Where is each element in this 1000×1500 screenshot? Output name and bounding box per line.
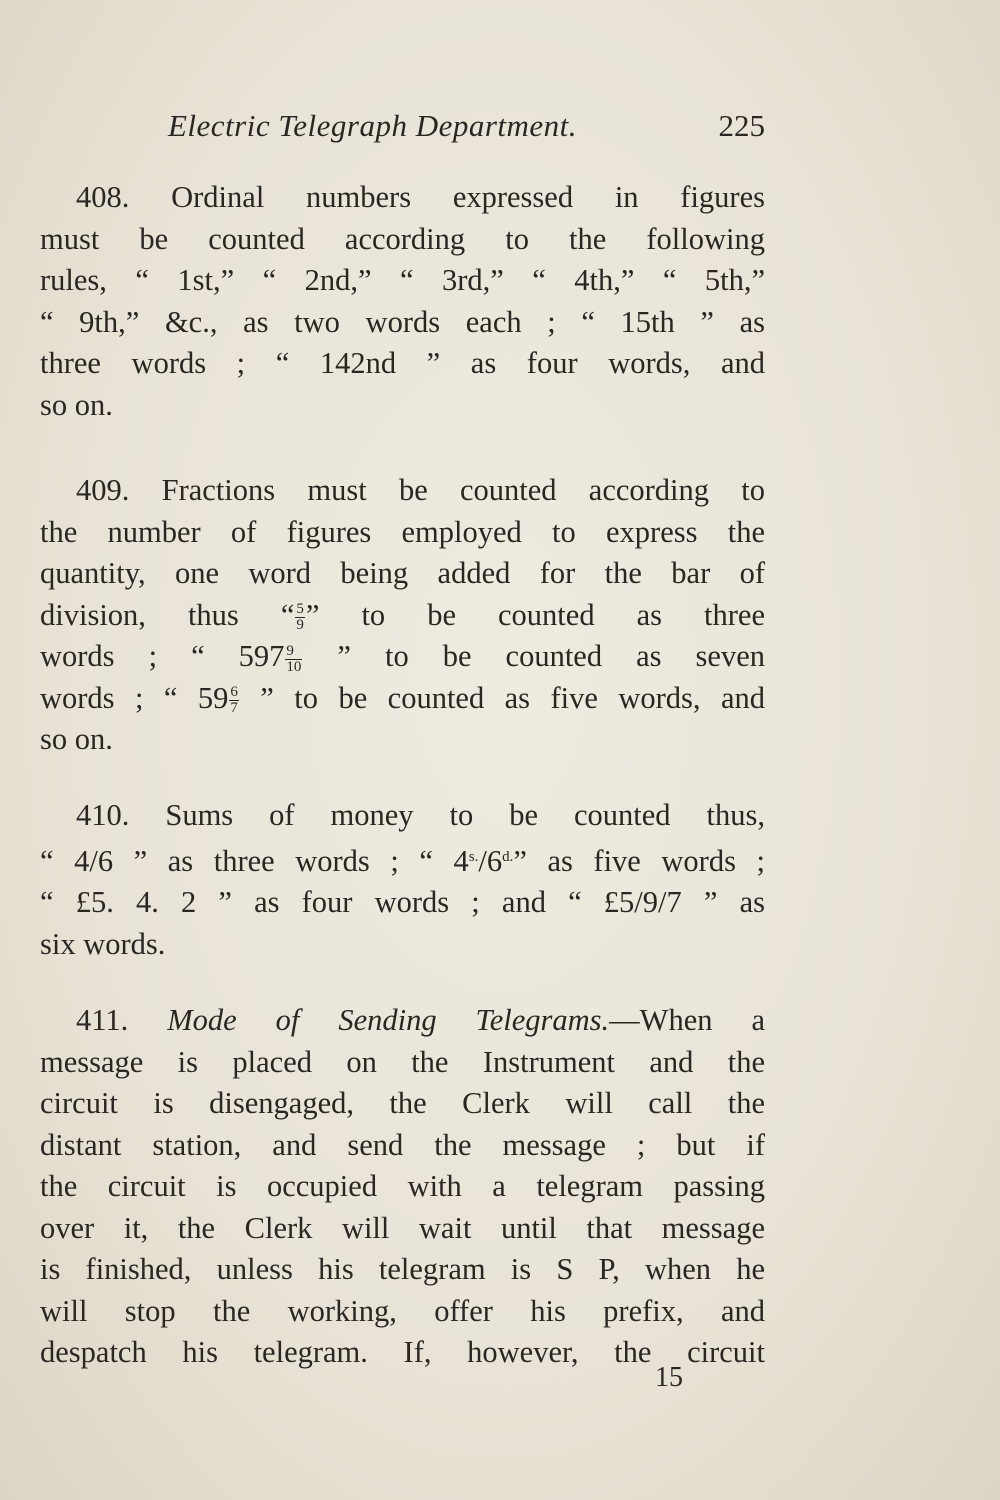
text-line: will stop the working, offer his prefix, and [40, 1293, 765, 1328]
text-line: over it, the Clerk will wait until that message [40, 1210, 765, 1245]
text-line: six words. [40, 926, 166, 961]
text-segment: ” to be counted as five words, and [239, 680, 765, 715]
fraction-numerator: 5 [296, 601, 304, 617]
paragraph-411 [40, 1000, 765, 1374]
text-segment: words ; “ 59 [40, 680, 229, 715]
text-line: so on. [40, 387, 113, 422]
text-line: must be counted according to the following [40, 221, 765, 256]
fraction [229, 685, 239, 716]
page-number: 225 [718, 108, 765, 143]
text-line [40, 837, 765, 883]
paragraph-409 [40, 470, 765, 761]
text-segment: —When a [609, 1003, 765, 1037]
text-line [40, 595, 765, 637]
text-segment: words ; “ 597 [40, 639, 285, 673]
text-segment: ” to be counted as seven [303, 639, 765, 673]
signature-mark: 15 [655, 1362, 683, 1393]
text-line: so on. [40, 722, 113, 756]
text-line [40, 1000, 765, 1042]
text-line: 410. Sums of money to be counted thus, [76, 798, 765, 832]
text-line: distant station, and send the message ; but if [40, 1127, 765, 1162]
text-line: the circuit is occupied with a telegram passing [40, 1169, 765, 1203]
paragraph-408 [40, 177, 765, 426]
text-line: rules, “ 1st,” “ 2nd,” “ 3rd,” “ 4th,” “ 5th,” [40, 263, 765, 297]
text-segment: “ 4/6 ” as three words ; “ 4 [40, 843, 469, 878]
text-line: “ 9th,” &c., as two words each ; “ 15th ” as [40, 304, 765, 339]
fraction-denominator: 10 [286, 658, 302, 675]
fraction-denominator: 7 [230, 700, 238, 716]
text-line: 409. Fractions must be counted according to [76, 473, 765, 507]
section-heading: Mode of Sending Telegrams. [167, 1003, 610, 1037]
text-line: despatch his telegram. If, however, the circuit [40, 1335, 765, 1369]
fraction-denominator: 9 [296, 617, 304, 633]
paragraph-410 [40, 795, 765, 965]
text-line: the number of figures employed to express the [40, 514, 765, 549]
text-line: circuit is disengaged, the Clerk will call the [40, 1086, 765, 1120]
fraction-numerator: 9 [285, 644, 302, 660]
paragraph-number: 411. [76, 1003, 129, 1037]
superscript: s. [468, 848, 479, 865]
fraction [285, 644, 302, 675]
running-title: Electric Telegraph Department. [168, 108, 578, 143]
fraction [295, 602, 305, 633]
text-line: three words ; “ 142nd ” as four words, and [40, 346, 765, 380]
text-line: quantity, one word being added for the bar of [40, 556, 765, 590]
text-line: “ £5. 4. 2 ” as four words ; and “ £5/9/7 ” as [40, 885, 765, 919]
superscript: d. [502, 848, 514, 865]
page-header [40, 108, 765, 148]
text-line: message is placed on the Instrument and the [40, 1044, 765, 1079]
text-segment: ” as five words ; [513, 843, 765, 878]
text-line [40, 678, 765, 720]
text-line: is finished, unless his telegram is S P, when he [40, 1252, 765, 1286]
text-segment: ” to be counted as three [305, 597, 766, 632]
text-segment: division, thus “ [40, 597, 295, 632]
fraction-numerator: 6 [230, 684, 238, 700]
text-segment: /6 [478, 843, 503, 878]
text-line [40, 636, 765, 678]
text-line: 408. Ordinal numbers expressed in figures [76, 180, 765, 214]
